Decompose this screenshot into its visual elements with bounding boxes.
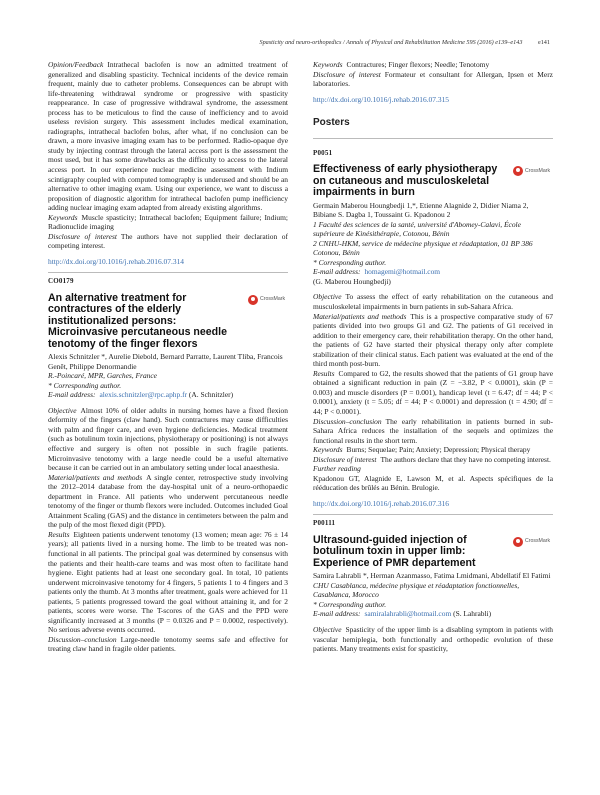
keywords-paragraph xyxy=(313,445,553,455)
email-line xyxy=(313,609,553,619)
crossmark-label: CrossMark xyxy=(260,296,286,303)
email-line xyxy=(48,390,288,400)
disclosure-text: The authors have not supplied their declaration of competing interest. xyxy=(48,231,288,251)
poster-title: Effectiveness of early physiotherapy on cutaneous and musculoskeletal impairments in burn xyxy=(313,163,498,199)
poster-title-block xyxy=(313,535,553,569)
email-owner: (S. Lahrabli) xyxy=(453,609,492,619)
section-heading-posters: Posters xyxy=(313,118,553,139)
keywords-label: Keywords xyxy=(313,445,343,455)
disclosure-label: Disclosure of interest xyxy=(313,69,381,79)
material-text: A single center, retrospective study involving the 2012–2014 database from the day-hospital unit of a neuro-orthopaedic department in France. All patients who underwent percutaneous needle tenotomy of the finger or thumb flexors were included. Outcomes included Goal Attainment Scaling (GAS) and the distance in centimeters between the palm and the pulp of the most flexed digit (PPD). xyxy=(48,472,288,530)
email-label: E-mail address: xyxy=(313,267,361,277)
material-label: Material/patients and methods xyxy=(48,472,143,482)
results-paragraph xyxy=(313,369,553,417)
disclosure-paragraph xyxy=(48,232,288,251)
doi-link[interactable]: http://dx.doi.org/10.1016/j.rehab.2016.07.316 xyxy=(313,498,450,508)
objective-paragraph xyxy=(313,625,553,654)
doi-link[interactable]: http://dx.doi.org/10.1016/j.rehab.2016.07.314 xyxy=(48,256,185,266)
discussion-label: Discussion–conclusion xyxy=(313,416,382,426)
keywords-label: Keywords xyxy=(313,60,343,69)
email-label: E-mail address: xyxy=(48,390,96,400)
abstract-affiliation: R.-Poincaré, MPR, Garches, France xyxy=(48,371,157,381)
keywords-text: Burns; Sequelae; Pain; Anxiety; Depression; Physical therapy xyxy=(346,445,531,455)
material-paragraph xyxy=(313,312,553,369)
email-owner: (G. Maberou Houngbedji) xyxy=(313,276,391,286)
keywords-label: Keywords xyxy=(48,212,78,222)
abstract-title: An alternative treatment for contractures of the elderly institutionalized persons: Microinvasive percutaneous needle tenotomy of the finger flexors xyxy=(48,292,227,350)
results-paragraph xyxy=(48,530,288,635)
running-header xyxy=(52,39,550,51)
objective-text: Almost 10% of older adults in nursing homes have a fixed flexion deformity of the fingers (claw hand). Such contractures may cause difficulties with palm and finger care, and even hygiene deficiencies. Medical treatment (such as botulinum toxin injections, physiotherapy or positioning) is not always effective and surgery is often not possible in such fragile patients. Microinvasive tenotomy with a large needle could be a useful alternative because it can be carried out in an ambulatory setting under local anaesthesia. xyxy=(48,405,288,473)
disclosure-label: Disclosure of interest xyxy=(48,231,117,241)
abstract-code: CO0179 xyxy=(48,272,288,287)
left-column xyxy=(48,60,288,654)
email-link[interactable]: homagemi@hotmail.com xyxy=(364,267,441,277)
material-text: This is a prospective comparative study of 67 patients divided into two groups G1 and G2. The patients of G1 received in addition to their emergency care, their rehabilitation therapy. On the other hand, the patients of G2 have started their physical therapy only after complete stabilization of their clinical status. Each patient was evaluated at the end of the third month post-burn. xyxy=(313,311,553,369)
crossmark-badge[interactable] xyxy=(513,536,553,548)
corresponding-note: * Corresponding author. xyxy=(313,599,387,609)
poster-affiliation-2: 2 CNHU-HKM, service de médecine physique et réadaptation, 01 BP 386 Cotonou, Bénin xyxy=(313,238,533,258)
keywords-paragraph xyxy=(48,213,288,232)
poster-authors: Germain Maberou Houngbedji 1,*, Etienne Alagnide 2, Didier Niama 2, Bibiane S. Dagba 1, Toussaint G. Kpadonou 2 xyxy=(313,200,529,220)
email-label: E-mail address: xyxy=(313,609,361,619)
disclosure-text: Formateur et consultant for Allergan, Ipsen et Merz laboratories. xyxy=(313,69,553,89)
objective-text: Spasticity of the upper limb is a disabling symptom in patients with vascular hemiplegia, both functionally and orthopedic evolution of these patients. Many treatments exist for spasticity, xyxy=(313,624,553,654)
email-owner: (A. Schnitzler) xyxy=(188,390,234,400)
opinion-paragraph xyxy=(48,60,288,213)
doi-link[interactable]: http://dx.doi.org/10.1016/j.rehab.2016.07.315 xyxy=(313,94,450,104)
objective-label: Objective xyxy=(48,405,77,415)
poster-affiliation-1: 1 Faculté des sciences de la santé, université d'Abomey-Calavi, École supérieure de Kinésithérapie, Cotonou, Bénin xyxy=(313,219,521,239)
results-text: Eighteen patients underwent tenotomy (13 women; mean age: 76 ± 14 years); all patients lived in a nursing home. The limb to be treated was non-functional in all patients. The principal goal was determined by consensus with the patients and their health-care teams and was most often to facilitate hand hygiene. Eight patients had at least one secondary goal. In total, 10 patients underwent microinvasive tenotomy for 4 fingers, 5 patients 1 to 4 fingers and 3 patients only the thumb. At 3 months after treatment, goals were achieved for 11 patients, 5 patients progressed toward the goal without attaining it, and for 2 patients, scores were worse. The T-scores of the GAS and the PPD were significantly increased at 3 months (P = 0.0326 and P = 0.0002, respectively). No serious adverse events occurred. xyxy=(48,529,288,635)
opinion-text: Intrathecal baclofen is now an admitted treatment of generalized and disabling spasticity. Technical incidents of the device remain frequent, mainly due to catheter problems. Consequences can be abrupt with life-threatening withdrawal syndrome or progressive with spasticity reappearance. In case of progressive withdrawal syndrome, the assessment process has to be meticulous to find the cause of inefficiency and to avoid useless revision surgery. This assessment includes medical examination, radiographs, intrathecal baclofen bolus, after what, if no conclusion can be drawn, a more invasive imaging exam has to be performed. Radio-opaque dye study by injecting contrast through the lateral access port is the assessment the most used, but it has some drawbacks as the difficulty to access to the lateral access port. In our experience nuclear medicine assessment with Indium scintigraphy coupled with computed tomography is underused and should be an alternative to other imaging exam. Using our experience, we want to discuss a proposition of diagnostic algorithm for intrathecal baclofen pump inefficiency adding nuclear imaging exam adapted from already existing algorithms. xyxy=(48,60,288,213)
disclosure-label: Disclosure of interest xyxy=(313,454,377,464)
email-link[interactable]: samiralahrabli@hotmail.com xyxy=(364,609,452,619)
corresponding-note: * Corresponding author. xyxy=(48,380,122,390)
discussion-text: The early rehabilitation in patients burned in sub-Sahara Africa reduces the installation of the sequels and optimizes the functional results in the short term. xyxy=(313,416,553,445)
abstract-authors: Alexis Schnitzler *, Aurelie Diebold, Bernard Parratte, Laurent Tliba, Francois Genêt, Philippe Denormandie xyxy=(48,352,283,371)
discussion-paragraph xyxy=(48,635,288,654)
crossmark-badge[interactable] xyxy=(248,294,288,306)
results-text: Compared to G2, the results showed that the patients of G1 group have obtained a significant reduction in pain (Z = −3.82, P < 0.0001), skin (P = 0.003) and muscle disorders (P = 0.001), handicap level (t = 6.47; df = 44; P < 0.0001), anxiety (t = 5.05; df = 44; P < 0.0001) and depression (t = 4.90; df = 44; P < 0.0001). xyxy=(313,368,553,416)
further-reading-text: Kpadonou GT, Alagnide E, Lawson M, et al. Aspects spécifiques de la rééducation des brûlés au Bénin. Brulogie. xyxy=(313,473,553,493)
poster-code: P0051 xyxy=(313,148,333,157)
discussion-label: Discussion–conclusion xyxy=(48,634,117,644)
abstract-title-block xyxy=(48,293,288,350)
objective-label: Objective xyxy=(313,292,342,302)
material-label: Material/patients and methods xyxy=(313,311,407,321)
discussion-text: Large-needle tenotomy seems safe and effective for treating claw hand in fragile older patients. xyxy=(48,634,288,654)
crossmark-badge[interactable] xyxy=(513,165,553,177)
poster-code: P00111 xyxy=(313,514,553,529)
corresponding-note: * Corresponding author. xyxy=(313,257,387,267)
opinion-label: Opinion/Feedback xyxy=(48,60,104,69)
crossmark-label: CrossMark xyxy=(525,167,551,174)
disclosure-text: The authors declare that they have no competing interest. xyxy=(380,454,551,464)
crossmark-icon xyxy=(513,166,523,176)
poster-authors: Samira Lahrabli *, Herman Azanmasso, Fatima Lmidmani, Abdellatif El Fatimi xyxy=(313,571,551,581)
poster-title-block xyxy=(313,164,553,198)
discussion-paragraph xyxy=(313,417,553,446)
crossmark-icon xyxy=(248,295,258,305)
keywords-text: Muscle spasticity; Intrathecal baclofen; Equipment failure; Indium; Radionuclide imaging xyxy=(48,212,288,232)
crossmark-icon xyxy=(513,537,523,547)
right-column xyxy=(313,60,553,654)
crossmark-label: CrossMark xyxy=(525,538,551,545)
disclosure-paragraph xyxy=(313,455,553,465)
objective-text: To assess the effect of early rehabilitation on the cutaneous and musculoskeletal impairments in burn patients in sub-Sahara Africa. xyxy=(313,292,553,311)
objective-paragraph xyxy=(313,292,553,311)
results-label: Results xyxy=(48,529,70,539)
disclosure-paragraph xyxy=(313,70,553,89)
keywords-text: Contractures; Finger flexors; Needle; Tenotomy xyxy=(346,60,490,69)
further-reading-label: Further reading xyxy=(313,464,361,474)
email-line xyxy=(313,267,553,277)
objective-paragraph xyxy=(48,406,288,473)
page-number: e141 xyxy=(537,39,550,46)
poster-affiliation: CHU Casablanca, médecine physique et réadaptation fonctionnelles, Casablanca, Morocco xyxy=(313,580,520,600)
material-paragraph xyxy=(48,473,288,530)
objective-label: Objective xyxy=(313,624,342,634)
results-label: Results xyxy=(313,368,335,378)
poster-title: Ultrasound-guided injection of botulinum toxin in upper limb: Experience of PMR departement xyxy=(313,534,476,569)
journal-citation: Spasticity and neuro-orthopedics / Annals of Physical and Rehabilitation Medicine 59S (2016) e139–e143 xyxy=(259,39,523,46)
keywords-paragraph xyxy=(313,60,553,70)
email-link[interactable]: alexis.schnitzler@rpc.aphp.fr xyxy=(99,390,188,400)
